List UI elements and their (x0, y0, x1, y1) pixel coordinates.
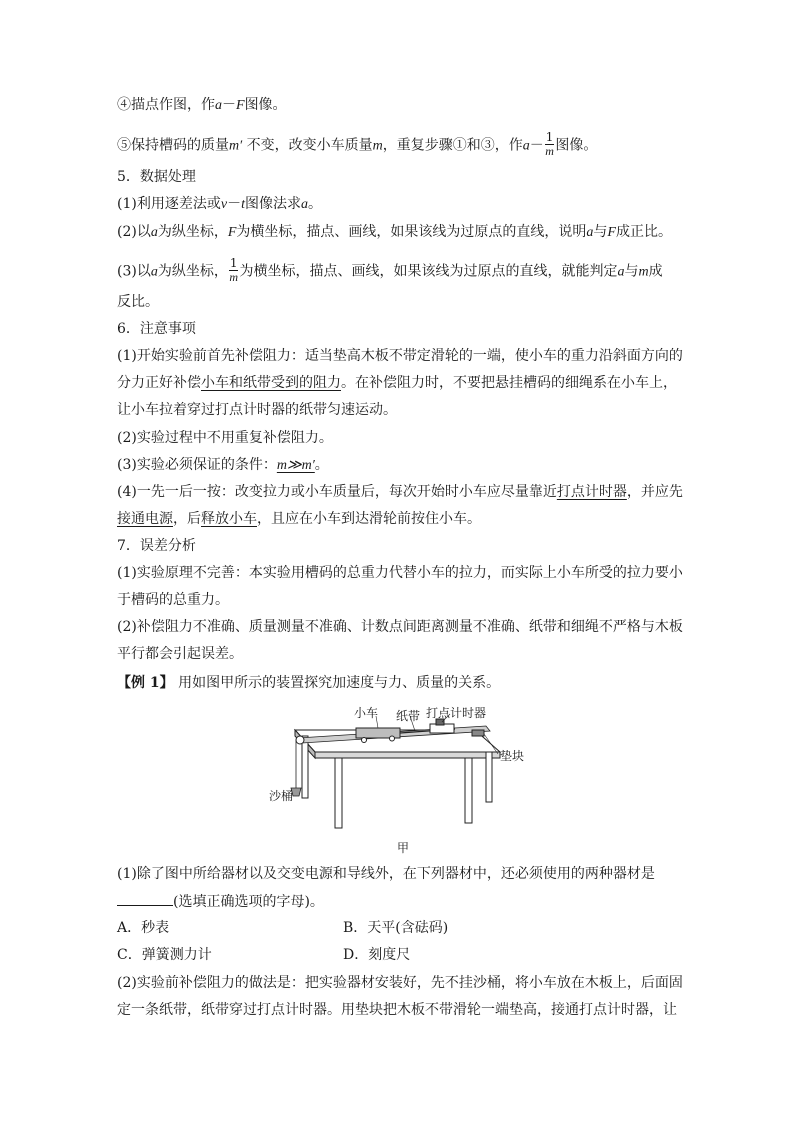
option-d: D．刻度尺 (343, 947, 411, 963)
error-1-line-1: (1)实验原理不完善：本实验用槽码的总重力代替小车的拉力，而实际上小车所受的拉力要小 (117, 565, 683, 581)
data-processing-2: (2)以a为纵坐标，F为横坐标，描点、画线，如果该线为过原点的直线，说明a与F成正比。 (117, 224, 672, 240)
error-1-line-2: 于槽码的总重力。 (117, 592, 229, 608)
note-3: (3)实验必须保证的条件：m≫m′。 (117, 457, 329, 473)
figure-caption: 甲 (397, 841, 410, 855)
data-processing-1: (1)利用逐差法或v－t图像法求a。 (117, 196, 322, 212)
option-c: C．弹簧测力计 (117, 947, 212, 963)
question-2-line-2: 定一条纸带，纸带穿过打点计时器。用垫块把木板不带滑轮一端垫高，接通打点计时器，让 (117, 1002, 677, 1018)
note-1-line-3: 让小车拉着穿过打点计时器的纸带匀速运动。 (117, 402, 397, 418)
label-paper-tape: 纸带 (396, 709, 421, 723)
step-5: ⑤保持槽码的质量m′ 不变，改变小车质量m，重复步骤①和③，作a－ $\frac{1}{m}$ 图像。 (117, 130, 598, 158)
section-7-heading: 7．误差分析 (117, 538, 196, 554)
error-2-line-2: 平行都会引起误差。 (117, 646, 243, 662)
note-4-line-2: 接通电源，后释放小车，且应在小车到达滑轮前按住小车。 (117, 511, 481, 527)
table-leg (335, 758, 342, 828)
section-6-heading: 6．注意事项 (117, 321, 196, 337)
label-cart: 小车 (354, 706, 379, 720)
note-1-line-1: (1)开始实验前首先补偿阻力：适当垫高木板不带定滑轮的一端，使小车的重力沿斜面方向的 (117, 348, 683, 364)
error-2-line-1: (2)补偿阻力不准确、质量测量不准确、计数点间距离测量不准确、纸带和细绳不严格与木板 (117, 619, 683, 635)
question-1-line-2: (选填正确选项的字母)。 (117, 891, 324, 912)
answer-blank[interactable] (117, 891, 173, 906)
table-leg (486, 752, 492, 802)
question-1-line-1: (1)除了图中所给器材以及交变电源和导线外，在下列器材中，还必须使用的两种器材是 (117, 866, 655, 882)
option-b: B．天平(含砝码) (343, 920, 449, 936)
note-4-line-1: (4)一先一后一按：改变拉力或小车质量后，每次开始时小车应尽量靠近打点计时器，并应先 (117, 484, 683, 500)
section-5-heading: 5．数据处理 (117, 169, 196, 185)
fraction-one-over-m: $\frac{1}{m}$ (545, 130, 554, 158)
table-leg (465, 758, 472, 823)
wedge-block (472, 730, 484, 736)
data-processing-3-cont: 反比。 (117, 294, 159, 310)
label-sand-bucket: 沙桶 (269, 789, 294, 803)
option-a: A．秒表 (117, 920, 170, 936)
step-4: ④描点作图，作a－F图像。 (117, 97, 287, 113)
question-2-line-1: (2)实验前补偿阻力的做法是：把实验器材安装好，先不挂沙桶，将小车放在木板上，后面固 (117, 975, 683, 991)
example-1-intro: 【例 1】 用如图甲所示的装置探究加速度与力、质量的关系。 (117, 675, 501, 691)
fraction-one-over-m: $\frac{1}{m}$ (229, 256, 238, 284)
data-processing-3: (3)以a为纵坐标， $\frac{1}{m}$ 为横坐标，描点、画线，如果该线为过原点的直线，就能判定a与m成 (117, 256, 663, 284)
note-2: (2)实验过程中不用重复补偿阻力。 (117, 430, 333, 446)
label-ticker-timer: 打点计时器 (426, 706, 487, 720)
pulley (296, 736, 304, 744)
table-leg (302, 736, 308, 798)
note-1-line-2: 分力正好补偿小车和纸带受到的阻力。在补偿阻力时，不要把悬挂槽码的细绳系在小车上， (117, 375, 677, 391)
label-wedge-block: 垫块 (500, 749, 525, 763)
